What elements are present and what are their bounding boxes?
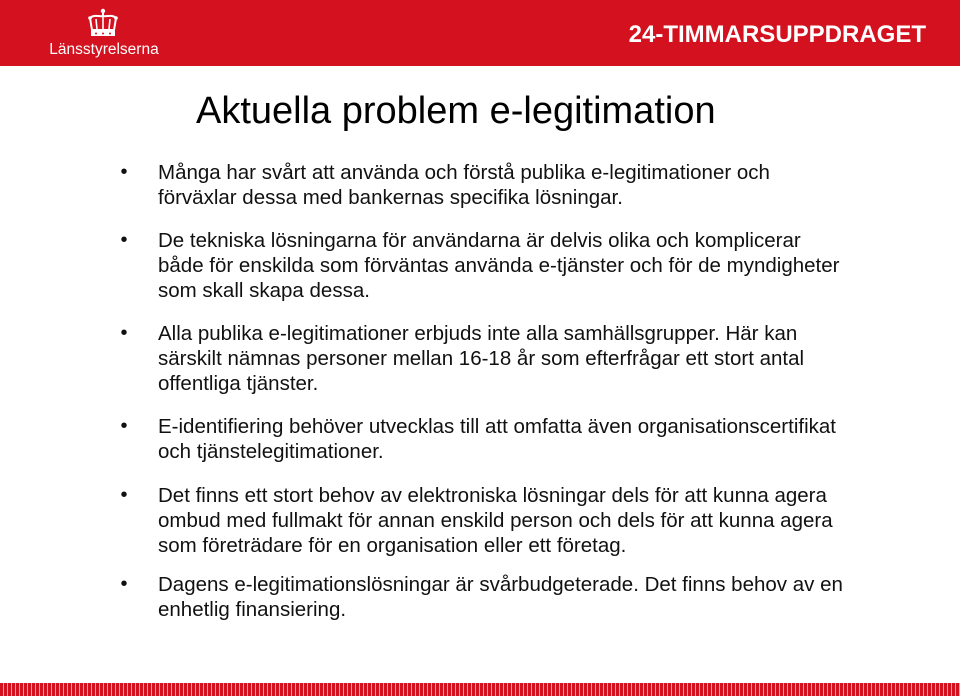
list-item: [0, 572, 848, 622]
bullet-text: Det finns ett stort behov av elektroniska lösningar dels för att kunna agera ombud med fullmakt för annan enskild person och dels för att kunna agera som företrädare för en organisation eller ett företag.: [158, 484, 833, 557]
crown-icon: [84, 8, 122, 40]
bullet-list: [0, 160, 848, 622]
lansstyrelserna-logo: [44, 8, 164, 62]
slide-title: Aktuella problem e-legitimation: [196, 90, 716, 132]
bullet-dot: •: [120, 322, 128, 344]
bullet-dot: •: [120, 415, 128, 437]
bullet-text: De tekniska lösningarna för användarna är delvis olika och komplicerar både för enskilda som förväntas använda e-tjänster och för de myndigheter som skall skapa dessa.: [158, 229, 840, 302]
bullet-text: E-identifiering behöver utvecklas till att omfatta även organisationscertifikat och tjänstelegitimationer.: [158, 415, 836, 463]
bullet-dot: •: [120, 161, 128, 183]
list-item: [0, 414, 848, 464]
list-item: [0, 160, 848, 210]
bullet-text: Många har svårt att använda och förstå publika e-legitimationer och förväxlar dessa med bankernas specifika lösningar.: [158, 161, 770, 209]
bullet-dot: •: [120, 573, 128, 595]
footer-rule: [0, 683, 960, 696]
list-item: [0, 483, 848, 558]
bullet-text: Alla publika e-legitimationer erbjuds inte alla samhällsgrupper. Här kan särskilt nämnas personer mellan 16-18 år som efterfrågar ett stort antal offentliga tjänster.: [158, 322, 805, 395]
list-item: [0, 321, 848, 396]
bullet-text: Dagens e-legitimationslösningar är svårbudgeterade. Det finns behov av en enhetlig finansiering.: [158, 573, 843, 621]
bullet-dot: •: [120, 229, 128, 251]
list-item: [0, 228, 848, 303]
bullet-dot: •: [120, 484, 128, 506]
header-bar: [0, 0, 960, 66]
logo-text: Länsstyrelserna: [49, 41, 159, 58]
banner-title: 24-TIMMARSUPPDRAGET: [628, 21, 926, 48]
